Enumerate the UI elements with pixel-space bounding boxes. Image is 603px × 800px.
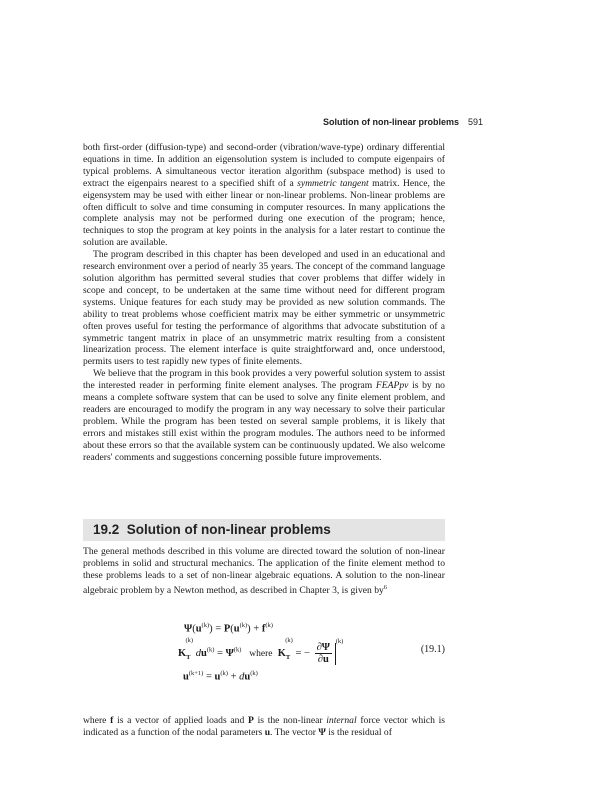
symbol-u: u — [195, 623, 202, 635]
paragraph-text: is the non-linear — [253, 715, 327, 726]
subscript-t: T — [285, 654, 291, 661]
running-head — [83, 117, 483, 127]
superscript-k: (k) — [185, 637, 194, 645]
equation-where: where — [249, 648, 273, 659]
symbol-plus: + — [253, 623, 260, 635]
reference-superscript: 6 — [383, 583, 388, 591]
paragraph-text: matrix. Hence, the eigensystem may be used with either linear or non-linear problems. Non-linear problems are often difficult to solve and time consuming in computer resources. In many applications the complete analysis may not be performed during one execution of the program; hence, techniques to stop the program at key points in the analysis for a later restart to continue the solution are available. — [83, 177, 446, 249]
equation-line-update — [183, 670, 258, 683]
symbol-p: P — [223, 623, 231, 635]
superscript-k: (k) — [206, 646, 215, 654]
subscript-t: T — [186, 654, 191, 661]
paragraph-text: . The vector — [270, 726, 319, 738]
body-text-section — [83, 546, 445, 597]
symbol-u: u — [244, 671, 251, 683]
body-text-top — [83, 142, 445, 463]
paragraph-text: is the residual of — [325, 726, 392, 738]
superscript-k: (k) — [239, 622, 248, 629]
equation-line-tangent — [178, 637, 344, 665]
symbol-u: u — [233, 623, 240, 635]
evaluation-bar — [335, 643, 336, 665]
equation-number: (19.1) — [420, 644, 445, 655]
running-head-title: Solution of non-linear problems — [322, 117, 459, 127]
emphasis-internal: internal — [326, 715, 357, 726]
symbol-u: u — [200, 647, 207, 659]
paragraph-text: is a vector of applied loads and — [113, 715, 248, 726]
paragraph-text: force vector which is indicated as a function of the nodal parameters — [83, 715, 446, 738]
page-number: 591 — [467, 117, 483, 127]
emphasis-symmetric-tangent: symmetric tangent — [297, 177, 369, 189]
section-title: Solution of non-linear problems — [126, 522, 331, 537]
section-heading-bar — [83, 519, 445, 541]
partial-derivative-fraction — [315, 642, 332, 665]
symbol-partial: ∂ — [316, 642, 322, 653]
fraction-denominator — [315, 654, 332, 665]
symbol-f: f — [110, 715, 114, 726]
symbol-psi: Ψ — [184, 623, 193, 635]
symbol-psi: Ψ — [225, 647, 234, 659]
symbol-minus: − — [304, 647, 310, 659]
symbol-equals: = — [205, 671, 212, 683]
symbol-psi: Ψ — [318, 726, 326, 738]
section-number: 19.2 — [93, 522, 120, 537]
equation-19-1 — [83, 620, 445, 702]
superscript-k-plus-1: (k+1) — [188, 670, 204, 677]
symbol-partial: ∂ — [317, 654, 323, 665]
symbol-u: u — [183, 671, 189, 683]
symbol-p: P — [248, 715, 254, 726]
paragraph-text: both first-order (diffusion-type) and second-order (vibration/wave-type) ordinary differential equations in time. In addition an eigensolution system is included to compute eigenpairs of typical problems. A simultaneous vector iteration algorithm (subspace method) is used to extract the eigenpairs nearest to a specified shift of a — [83, 142, 445, 189]
symbol-plus: + — [230, 671, 237, 683]
symbol-u: u — [322, 654, 329, 665]
paragraph-residual — [83, 715, 445, 739]
symbol-equals: = — [217, 647, 223, 659]
superscript-k: (k) — [250, 670, 258, 677]
symbol-k: K — [277, 647, 286, 659]
symbol-k: K — [178, 647, 187, 659]
symbol-u: u — [264, 726, 271, 738]
symbol-psi: Ψ — [321, 642, 330, 653]
paragraph-text: is by no means a complete software system that can be used to solve any finite element problem, and readers are encouraged to modify the program in any way necessary to solve their particular problem. While the program has been tested on several sample problems, it is likely that errors and mistakes still exist within the program modules. The authors need to be informed about these errors so that the available system can be continuously updated. We also welcome readers' comments and suggestions concerning possible future improvements. — [83, 380, 445, 463]
equation-line-residual: $\Psi(u^{(k)}) = P(u^{(k)}) + f^{(k)}$ — [184, 622, 273, 635]
paragraph-text: We believe that the program in this book provides a very powerful solution system to assist the interested reader in performing finite element analyses. The program — [83, 368, 445, 392]
symbol-equals: = — [295, 647, 302, 659]
paragraph-eigensolution — [83, 142, 445, 249]
symbol-d: d — [239, 671, 245, 683]
paragraph-text: The general methods described in this volume are directed toward the solution of non-linear problems in solid and structural mechanics. The application of the finite element method to these problems leads to a set of non-linear algebraic equations. A solution to the non-linear algebraic problem by a Newton method, as described in Chapter 3, is given by — [83, 546, 445, 596]
emphasis-feappv: FEAPpv — [375, 380, 409, 392]
symbol-u: u — [214, 671, 221, 683]
paragraph-nonlinear-intro — [83, 546, 445, 597]
symbol-f: f — [261, 623, 266, 635]
symbol-d: d — [195, 647, 201, 659]
superscript-k: (k) — [220, 670, 228, 677]
body-text-bottom — [83, 715, 445, 739]
symbol-equals: = — [215, 623, 222, 635]
superscript-k: (k) — [233, 646, 242, 654]
paragraph-feappv — [83, 368, 445, 463]
superscript-k: (k) — [285, 637, 293, 645]
paragraph-program-history: The program described in this chapter has been developed and used in an educational and research environment over a period of nearly 35 years. The concept of the command language solution algorithm has permitted several studies that cover problems that differ widely in scope and concept, to be undertaken at the same time without need for different program systems. Unique features for each study may be provided as new solution commands. The ability to treat problems whose coefficient matrix may be either symmetric or unsymmetric often proves useful for testing the performance of algorithms that advocate substitution of a symmetric tangent matrix in place of an unsymmetric matrix resulting from a consistent linearization process. The element interface is quite straightforward and, once understood, permits users to test rapidly new types of finite elements. — [83, 249, 445, 368]
superscript-k: (k) — [335, 638, 344, 646]
superscript-k: (k) — [201, 622, 210, 629]
superscript-k: (k) — [265, 622, 273, 629]
paragraph-text: where — [83, 715, 111, 726]
section-heading — [93, 522, 331, 538]
fraction-numerator — [315, 642, 332, 654]
